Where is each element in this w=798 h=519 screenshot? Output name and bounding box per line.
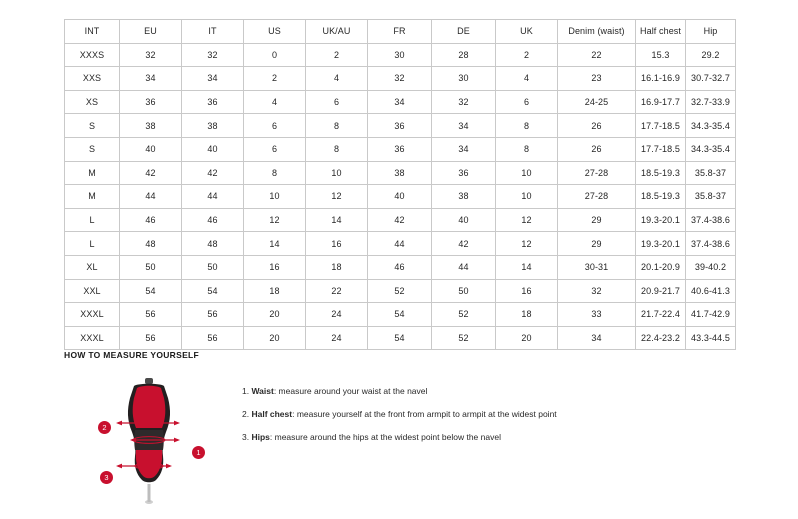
measure-step-half-chest-text: : measure yourself at the front from armpit to armpit at the widest point [292, 409, 557, 420]
cell-denim-waist: 29 [558, 232, 636, 256]
cell-us: 14 [244, 232, 306, 256]
cell-us: 12 [244, 208, 306, 232]
cell-int: XXXL [65, 326, 120, 350]
cell-eu: 36 [120, 90, 182, 114]
cell-it: 38 [182, 114, 244, 138]
cell-ukau: 14 [306, 208, 368, 232]
cell-fr: 30 [368, 43, 432, 67]
cell-us: 20 [244, 303, 306, 327]
cell-us: 20 [244, 326, 306, 350]
cell-hip: 40.6-41.3 [686, 279, 736, 303]
cell-eu: 46 [120, 208, 182, 232]
cell-fr: 36 [368, 114, 432, 138]
column-header-de: DE [432, 20, 496, 44]
cell-de: 36 [432, 161, 496, 185]
table-row [65, 43, 736, 67]
cell-hip: 35.8-37 [686, 161, 736, 185]
figure-bullet-2: 2 [98, 421, 111, 434]
cell-us: 0 [244, 43, 306, 67]
cell-int: XXL [65, 279, 120, 303]
cell-fr: 40 [368, 185, 432, 209]
figure-bullet-1: 1 [192, 446, 205, 459]
cell-hip: 34.3-35.4 [686, 114, 736, 138]
cell-uk: 16 [496, 279, 558, 303]
column-header-denim-waist: Denim (waist) [558, 20, 636, 44]
cell-hip: 37.4-38.6 [686, 208, 736, 232]
cell-half-chest: 19.3-20.1 [636, 208, 686, 232]
cell-it: 56 [182, 326, 244, 350]
column-header-hip: Hip [686, 20, 736, 44]
cell-fr: 42 [368, 208, 432, 232]
table-row [65, 161, 736, 185]
cell-int: XXS [65, 67, 120, 91]
cell-us: 8 [244, 161, 306, 185]
cell-int: S [65, 137, 120, 161]
cell-it: 56 [182, 303, 244, 327]
cell-de: 52 [432, 303, 496, 327]
measure-steps-list [242, 386, 742, 456]
cell-it: 42 [182, 161, 244, 185]
cell-hip: 30.7-32.7 [686, 67, 736, 91]
cell-eu: 56 [120, 326, 182, 350]
cell-it: 34 [182, 67, 244, 91]
cell-denim-waist: 26 [558, 137, 636, 161]
column-header-it: IT [182, 20, 244, 44]
cell-int: XXXL [65, 303, 120, 327]
cell-hip: 41.7-42.9 [686, 303, 736, 327]
cell-de: 44 [432, 255, 496, 279]
column-header-ukau: UK/AU [306, 20, 368, 44]
cell-it: 50 [182, 255, 244, 279]
how-to-measure-section [64, 350, 744, 506]
cell-us: 16 [244, 255, 306, 279]
cell-hip: 34.3-35.4 [686, 137, 736, 161]
cell-eu: 44 [120, 185, 182, 209]
table-row [65, 137, 736, 161]
cell-hip: 29.2 [686, 43, 736, 67]
cell-it: 46 [182, 208, 244, 232]
cell-half-chest: 21.7-22.4 [636, 303, 686, 327]
cell-us: 6 [244, 137, 306, 161]
cell-denim-waist: 26 [558, 114, 636, 138]
cell-ukau: 8 [306, 137, 368, 161]
cell-de: 50 [432, 279, 496, 303]
cell-int: L [65, 232, 120, 256]
table-row [65, 90, 736, 114]
measure-step-hips [242, 432, 742, 442]
cell-uk: 12 [496, 232, 558, 256]
table-row [65, 185, 736, 209]
cell-us: 10 [244, 185, 306, 209]
cell-half-chest: 19.3-20.1 [636, 232, 686, 256]
cell-eu: 56 [120, 303, 182, 327]
cell-int: M [65, 185, 120, 209]
mannequin-icon [74, 376, 224, 506]
cell-de: 38 [432, 185, 496, 209]
cell-it: 40 [182, 137, 244, 161]
cell-it: 36 [182, 90, 244, 114]
cell-hip: 32.7-33.9 [686, 90, 736, 114]
column-header-eu: EU [120, 20, 182, 44]
cell-denim-waist: 23 [558, 67, 636, 91]
column-header-uk: UK [496, 20, 558, 44]
cell-denim-waist: 27-28 [558, 185, 636, 209]
cell-int: M [65, 161, 120, 185]
table-row [65, 232, 736, 256]
cell-fr: 54 [368, 303, 432, 327]
cell-de: 30 [432, 67, 496, 91]
mannequin-illustration [74, 376, 224, 506]
cell-it: 48 [182, 232, 244, 256]
cell-uk: 8 [496, 137, 558, 161]
cell-hip: 39-40.2 [686, 255, 736, 279]
cell-denim-waist: 34 [558, 326, 636, 350]
cell-denim-waist: 33 [558, 303, 636, 327]
cell-us: 6 [244, 114, 306, 138]
figure-bullet-3: 3 [100, 471, 113, 484]
cell-int: XS [65, 90, 120, 114]
cell-eu: 54 [120, 279, 182, 303]
cell-de: 34 [432, 114, 496, 138]
cell-fr: 44 [368, 232, 432, 256]
cell-denim-waist: 30-31 [558, 255, 636, 279]
measure-step-waist-text: : measure around your waist at the navel [273, 386, 428, 396]
cell-uk: 2 [496, 43, 558, 67]
cell-uk: 8 [496, 114, 558, 138]
cell-half-chest: 18.5-19.3 [636, 161, 686, 185]
cell-de: 52 [432, 326, 496, 350]
column-header-fr: FR [368, 20, 432, 44]
cell-int: XXXS [65, 43, 120, 67]
cell-us: 4 [244, 90, 306, 114]
cell-it: 54 [182, 279, 244, 303]
cell-uk: 6 [496, 90, 558, 114]
cell-ukau: 10 [306, 161, 368, 185]
measure-step-half-chest-term: Half chest [251, 409, 293, 420]
size-chart-container [64, 19, 734, 350]
cell-denim-waist: 32 [558, 279, 636, 303]
table-header-row [65, 20, 736, 44]
cell-ukau: 16 [306, 232, 368, 256]
cell-eu: 32 [120, 43, 182, 67]
measure-step-hips-text: : measure around the hips at the widest point below the navel [269, 432, 501, 443]
column-header-half-chest: Half chest [636, 20, 686, 44]
cell-denim-waist: 29 [558, 208, 636, 232]
cell-half-chest: 20.9-21.7 [636, 279, 686, 303]
measure-step-half-chest-number: 2. [242, 409, 250, 420]
cell-half-chest: 16.9-17.7 [636, 90, 686, 114]
cell-uk: 20 [496, 326, 558, 350]
table-row [65, 114, 736, 138]
cell-fr: 32 [368, 67, 432, 91]
cell-de: 34 [432, 137, 496, 161]
cell-us: 18 [244, 279, 306, 303]
measure-step-waist [242, 386, 742, 396]
size-chart-table [64, 19, 736, 350]
cell-de: 28 [432, 43, 496, 67]
cell-eu: 50 [120, 255, 182, 279]
cell-eu: 42 [120, 161, 182, 185]
cell-eu: 48 [120, 232, 182, 256]
cell-eu: 40 [120, 137, 182, 161]
cell-de: 42 [432, 232, 496, 256]
cell-denim-waist: 24-25 [558, 90, 636, 114]
cell-uk: 14 [496, 255, 558, 279]
cell-fr: 34 [368, 90, 432, 114]
cell-fr: 52 [368, 279, 432, 303]
cell-uk: 18 [496, 303, 558, 327]
cell-half-chest: 16.1-16.9 [636, 67, 686, 91]
cell-uk: 10 [496, 161, 558, 185]
cell-it: 44 [182, 185, 244, 209]
measure-step-half-chest [242, 409, 742, 419]
cell-ukau: 4 [306, 67, 368, 91]
cell-half-chest: 17.7-18.5 [636, 137, 686, 161]
cell-uk: 4 [496, 67, 558, 91]
cell-denim-waist: 27-28 [558, 161, 636, 185]
cell-half-chest: 22.4-23.2 [636, 326, 686, 350]
cell-it: 32 [182, 43, 244, 67]
cell-uk: 12 [496, 208, 558, 232]
how-to-measure-title: HOW TO MEASURE YOURSELF [64, 350, 200, 360]
cell-fr: 54 [368, 326, 432, 350]
cell-ukau: 2 [306, 43, 368, 67]
cell-fr: 46 [368, 255, 432, 279]
cell-eu: 34 [120, 67, 182, 91]
table-row [65, 326, 736, 350]
measure-step-waist-term: Waist [251, 386, 274, 396]
cell-ukau: 8 [306, 114, 368, 138]
measure-step-hips-term: Hips [251, 432, 270, 443]
table-row [65, 67, 736, 91]
column-header-int: INT [65, 20, 120, 44]
cell-ukau: 22 [306, 279, 368, 303]
cell-ukau: 6 [306, 90, 368, 114]
cell-hip: 35.8-37 [686, 185, 736, 209]
table-row [65, 279, 736, 303]
cell-ukau: 12 [306, 185, 368, 209]
cell-de: 40 [432, 208, 496, 232]
cell-uk: 10 [496, 185, 558, 209]
table-row [65, 255, 736, 279]
cell-hip: 37.4-38.6 [686, 232, 736, 256]
table-row [65, 303, 736, 327]
table-row [65, 208, 736, 232]
cell-int: S [65, 114, 120, 138]
cell-half-chest: 15.3 [636, 43, 686, 67]
measure-step-hips-number: 3. [242, 432, 250, 443]
measure-step-waist-number: 1. [242, 386, 250, 396]
cell-int: L [65, 208, 120, 232]
cell-ukau: 24 [306, 303, 368, 327]
cell-half-chest: 17.7-18.5 [636, 114, 686, 138]
cell-fr: 38 [368, 161, 432, 185]
column-header-us: US [244, 20, 306, 44]
cell-ukau: 18 [306, 255, 368, 279]
cell-fr: 36 [368, 137, 432, 161]
cell-int: XL [65, 255, 120, 279]
how-to-measure-body [64, 376, 744, 506]
cell-hip: 43.3-44.5 [686, 326, 736, 350]
cell-de: 32 [432, 90, 496, 114]
cell-us: 2 [244, 67, 306, 91]
cell-half-chest: 18.5-19.3 [636, 185, 686, 209]
cell-eu: 38 [120, 114, 182, 138]
cell-ukau: 24 [306, 326, 368, 350]
cell-denim-waist: 22 [558, 43, 636, 67]
cell-half-chest: 20.1-20.9 [636, 255, 686, 279]
